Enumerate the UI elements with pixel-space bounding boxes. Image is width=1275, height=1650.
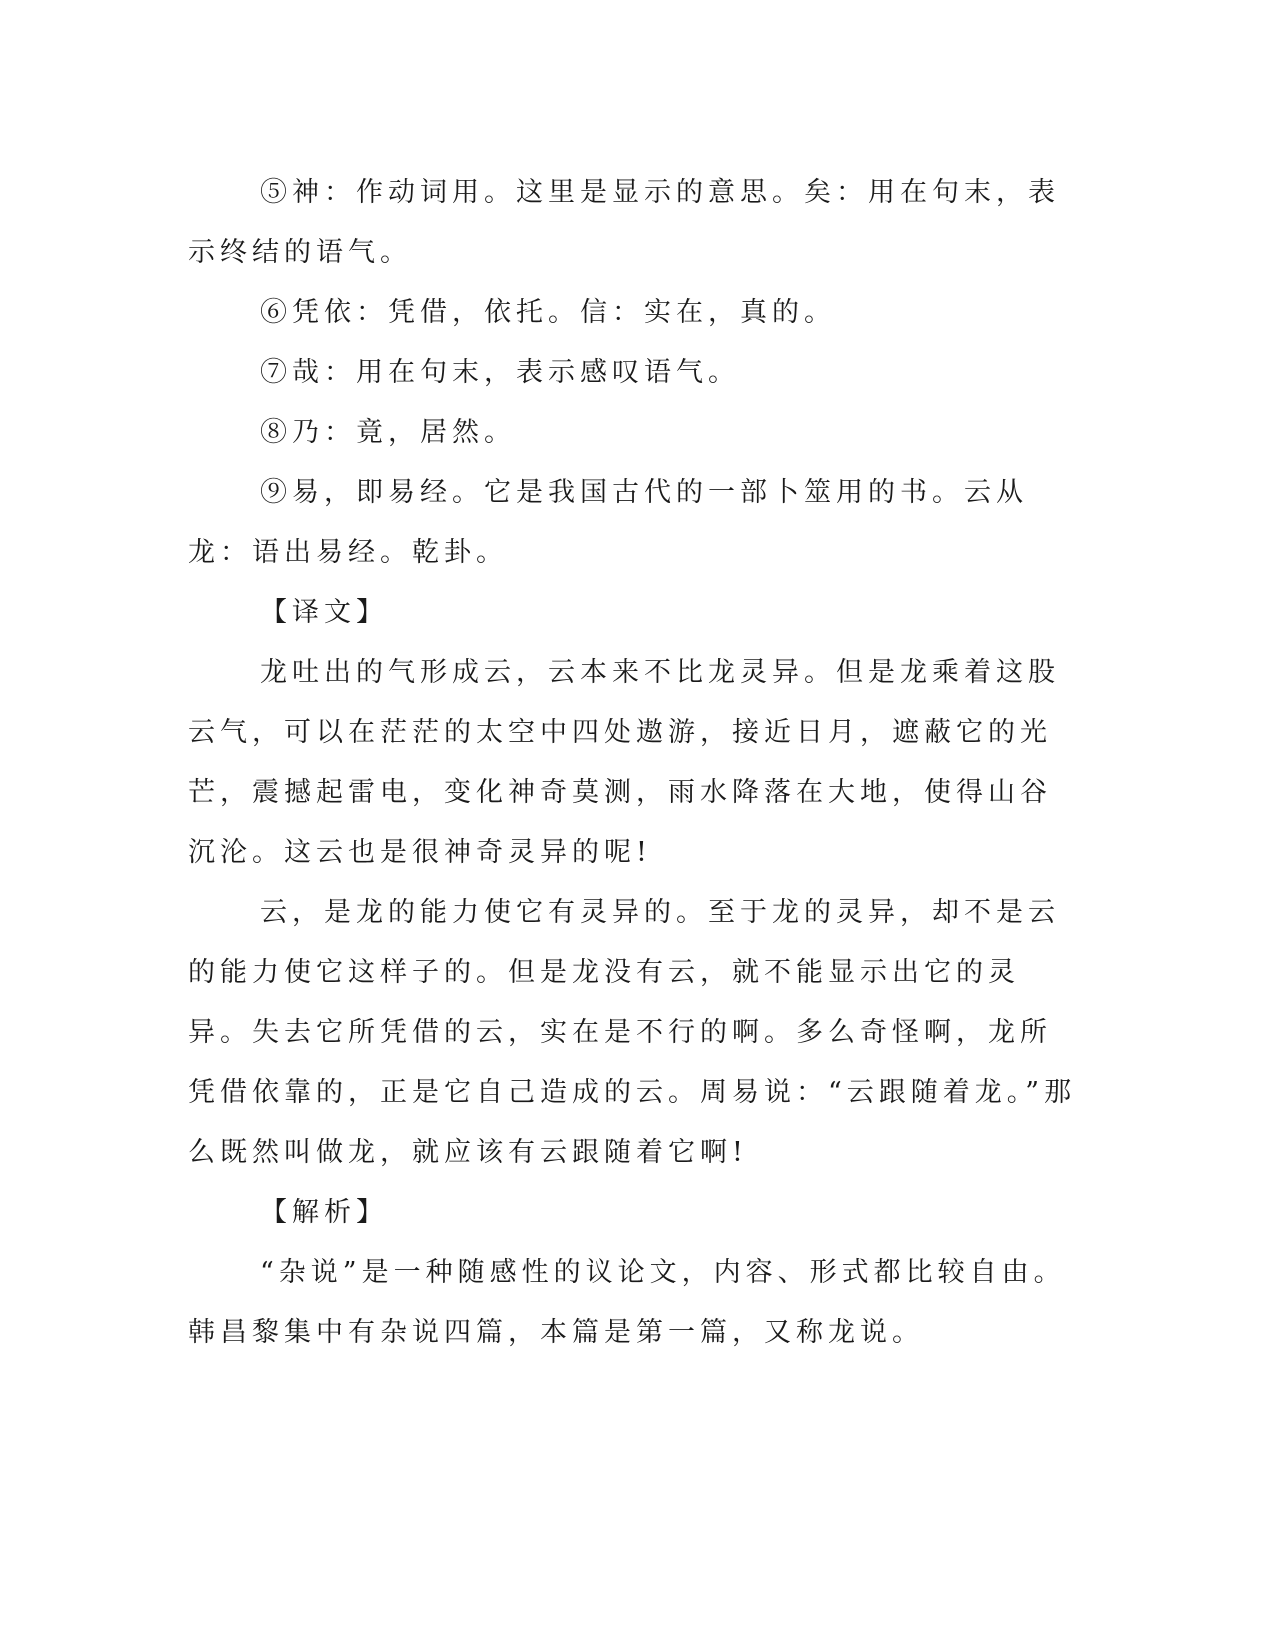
- document-body: [188, 163, 1078, 1363]
- note-8: ⑧乃：竟，居然。: [260, 417, 516, 448]
- note-9: ⑨易，即易经。它是我国古代的一部卜筮用的书。云从龙：语出易经。乾卦。: [188, 477, 1028, 568]
- analysis-heading: 【解析】: [260, 1197, 388, 1228]
- note-7: ⑦哉：用在句末，表示感叹语气。: [260, 357, 740, 388]
- translation-paragraph-1: 龙吐出的气形成云，云本来不比龙灵异。但是龙乘着这股云气，可以在茫茫的太空中四处遨游，接近日月，遮蔽它的光芒，震撼起雷电，变化神奇莫测，雨水降落在大地，使得山谷沉沦。这云也是很神奇灵异的呢!: [188, 657, 1060, 868]
- analysis-paragraph-1: “杂说”是一种随感性的议论文，内容、形式都比较自由。韩昌黎集中有杂说四篇，本篇是第一篇，又称龙说。: [188, 1257, 1066, 1348]
- translation-paragraph-2: 云，是龙的能力使它有灵异的。至于龙的灵异，却不是云的能力使它这样子的。但是龙没有云，就不能显示出它的灵异。失去它所凭借的云，实在是不行的啊。多么奇怪啊，龙所凭借依靠的，正是它自己造成的云。周易说：“云跟随着龙。”那么既然叫做龙，就应该有云跟随着它啊!: [188, 897, 1077, 1168]
- note-5: ⑤神：作动词用。这里是显示的意思。矣：用在句末，表示终结的语气。: [188, 177, 1060, 268]
- note-6: ⑥凭依：凭借，依托。信：实在，真的。: [260, 297, 836, 328]
- translation-heading: 【译文】: [260, 597, 388, 628]
